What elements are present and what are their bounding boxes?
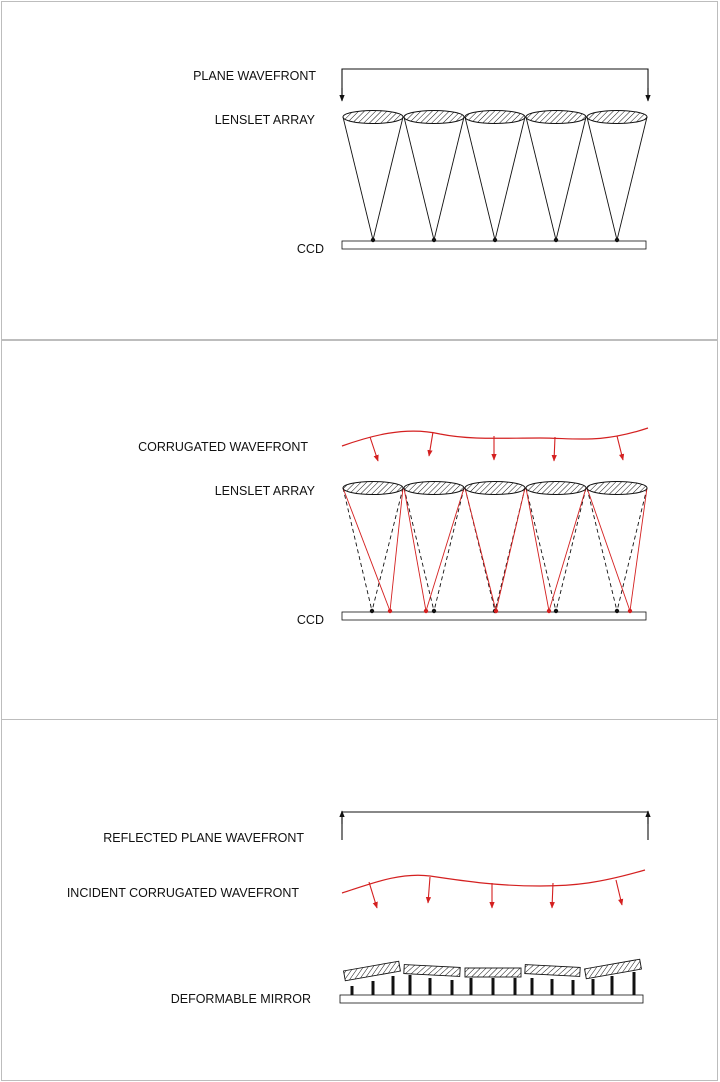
lenslet <box>404 482 464 495</box>
lenslet <box>587 482 647 495</box>
focus-ray <box>372 488 403 611</box>
focal-spot <box>371 238 375 242</box>
mirror-segment <box>404 965 460 977</box>
label-corrugated-wavefront: CORRUGATED WAVEFRONT <box>138 440 308 454</box>
focus-ray <box>404 117 434 240</box>
label-ccd: CCD <box>296 613 324 627</box>
propagation-arrow <box>616 880 622 905</box>
corrugated-wavefront <box>342 428 648 446</box>
focal-spot <box>494 609 498 613</box>
focus-ray <box>465 117 495 240</box>
propagation-arrow <box>369 882 377 908</box>
focus-ray <box>343 117 373 240</box>
focal-spot <box>628 609 632 613</box>
propagation-arrow <box>428 877 430 903</box>
focus-ray <box>526 488 549 611</box>
lenslet <box>343 482 403 495</box>
plane-wavefront <box>342 69 648 100</box>
focus-ray <box>434 117 464 240</box>
focus-ray <box>587 488 630 611</box>
focus-ray <box>465 488 496 611</box>
propagation-arrow <box>370 437 378 461</box>
focal-spot <box>554 238 558 242</box>
focus-ray <box>617 117 647 240</box>
focus-ray <box>404 488 434 611</box>
lenslet <box>404 111 464 124</box>
ccd-detector <box>342 241 646 249</box>
focus-ray <box>526 117 556 240</box>
mirror-segment <box>525 965 580 977</box>
label-plane-wavefront: PLANE WAVEFRONT <box>193 69 316 83</box>
focal-spot <box>615 609 619 613</box>
propagation-arrow <box>554 437 555 461</box>
label-deformable-mirror: DEFORMABLE MIRROR <box>170 992 311 1006</box>
propagation-arrow <box>552 883 553 908</box>
focus-ray <box>556 488 586 611</box>
focus-ray <box>496 488 525 611</box>
lenslet <box>587 111 647 124</box>
focus-ray <box>373 117 403 240</box>
focus-ray <box>495 117 525 240</box>
focus-ray <box>343 488 372 611</box>
focal-spot <box>432 238 436 242</box>
focal-spot <box>370 609 374 613</box>
incident-corrugated-wavefront <box>342 870 645 893</box>
focus-ray <box>343 488 390 611</box>
focus-ray <box>426 488 464 611</box>
reflected-plane-wavefront <box>342 812 648 840</box>
focus-ray <box>617 488 647 611</box>
focus-ray <box>390 488 403 611</box>
label-lenslet-array: LENSLET ARRAY <box>214 484 315 498</box>
label-reflected-plane-wavefront: REFLECTED PLANE WAVEFRONT <box>103 831 304 845</box>
focus-ray <box>434 488 464 611</box>
focal-spot <box>615 238 619 242</box>
ccd-detector <box>342 612 646 620</box>
label-ccd: CCD <box>296 242 324 256</box>
lenslet <box>526 111 586 124</box>
focal-spot <box>432 609 436 613</box>
focal-spot <box>547 609 551 613</box>
lenslet <box>343 111 403 124</box>
lenslet <box>465 111 525 124</box>
focus-ray <box>526 488 556 611</box>
propagation-arrow <box>617 436 623 460</box>
lenslet <box>465 482 525 495</box>
focus-ray <box>630 488 647 611</box>
mirror-segment <box>465 968 521 977</box>
focal-spot <box>493 238 497 242</box>
label-lenslet-array: LENSLET ARRAY <box>214 113 315 127</box>
focal-spot <box>388 609 392 613</box>
focus-ray <box>404 488 426 611</box>
propagation-arrow <box>429 432 433 456</box>
focal-spot <box>554 609 558 613</box>
focus-ray <box>587 488 617 611</box>
focal-spot <box>424 609 428 613</box>
mirror-substrate <box>340 995 643 1003</box>
focus-ray <box>549 488 586 611</box>
focus-ray <box>556 117 586 240</box>
lenslet <box>526 482 586 495</box>
label-incident-corrugated-wavefront: INCIDENT CORRUGATED WAVEFRONT <box>66 886 299 900</box>
focus-ray <box>587 117 617 240</box>
